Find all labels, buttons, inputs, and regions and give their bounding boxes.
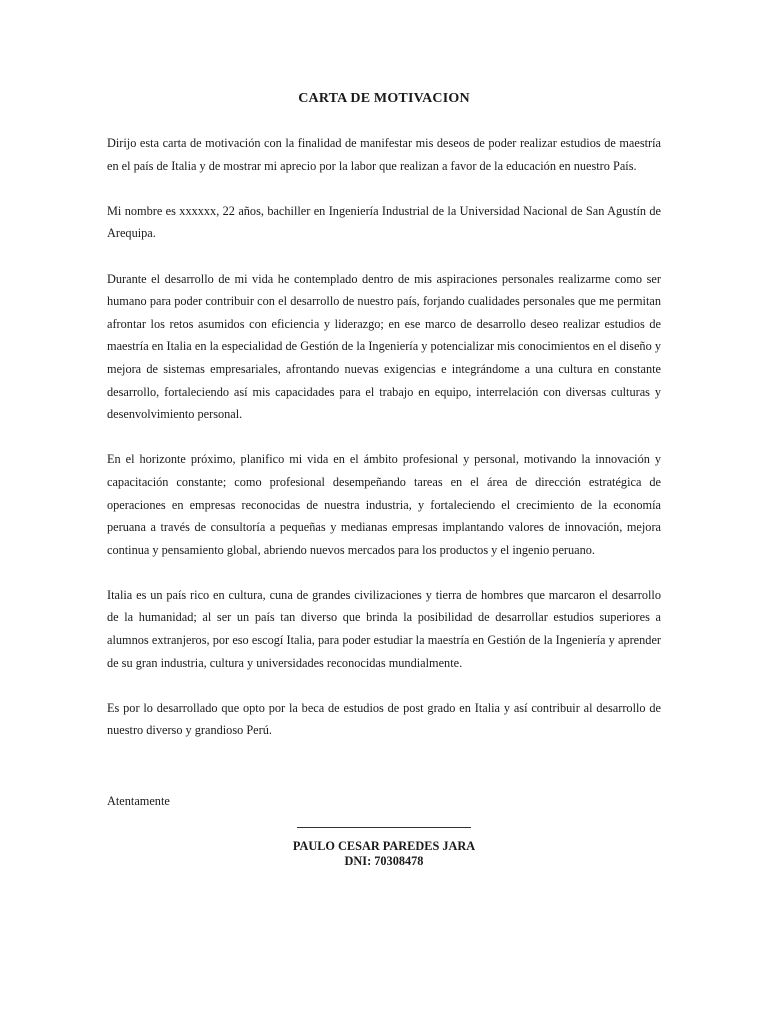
paragraph-identity: Mi nombre es xxxxxx, 22 años, bachiller en Ingeniería Industrial de la Universidad Nacional de San Agustín de Arequipa. [107, 203, 661, 241]
paragraph-conclusion: Es por lo desarrollado que opto por la beca de estudios de post grado en Italia y así contribuir al desarrollo de nuestro diverso y grandioso Perú. [107, 700, 661, 738]
paragraph-aspirations: Durante el desarrollo de mi vida he contemplado dentro de mis aspiraciones personales realizarme como ser humano para poder contribuir con el desarrollo de nuestro país, forjando cualidades personales que me permitan afrontar los retos asumidos con eficiencia y liderazgo; en ese marco de desarrollo deseo realizar estudios de maestría en Italia en la especialidad de Gestión de la Ingeniería y potencializar mis conocimientos en el diseño y mejora de sistemas empresariales, afrontando nuevas exigencias e integrándome a una cultura en constante desarrollo, fortaleciendo así mis capacidades para el trabajo en equipo, interrelación con diversas culturas y desenvolvimiento personal. [107, 271, 661, 422]
closing-salutation: Atentamente [107, 794, 170, 808]
signature-dni: DNI: 70308478 [344, 854, 424, 868]
signature-line [297, 827, 471, 828]
document-title: CARTA DE MOTIVACION [298, 91, 470, 106]
signature-name: PAULO CESAR PAREDES JARA [292, 839, 476, 853]
letter-body [107, 132, 661, 765]
paragraph-intro: Dirijo esta carta de motivación con la finalidad de manifestar mis deseos de poder realizar estudios de maestría en el país de Italia y de mostrar mi aprecio por la labor que realizan a favor de la educación en nuestro País. [107, 136, 661, 173]
paragraph-italy: Italia es un país rico en cultura, cuna de grandes civilizaciones y tierra de hombres que marcaron el desarrollo de la humanidad; al ser un país tan diverso que brinda la posibilidad de desarrollar estudios superiores a alumnos extranjeros, por eso escogí Italia, para poder estudiar la maestría en Gestión de la Ingeniería y aprender de su gran industria, cultura y universidades reconocidas mundialmente. [107, 587, 661, 670]
paragraph-future-plans: En el horizonte próximo, planifico mi vida en el ámbito profesional y personal, motivando la innovación y capacitación constante; como profesional desempeñando tareas en el área de dirección estratégica de operaciones en empresas reconocidas de nuestra industria, y fortaleciendo el crecimiento de la economía peruana a través de consultoría a pequeñas y medianas empresas implantando valores de innovación, mejora continua y pensamiento global, abriendo nuevos mercados para los productos y el ingenio peruano. [107, 452, 661, 557]
